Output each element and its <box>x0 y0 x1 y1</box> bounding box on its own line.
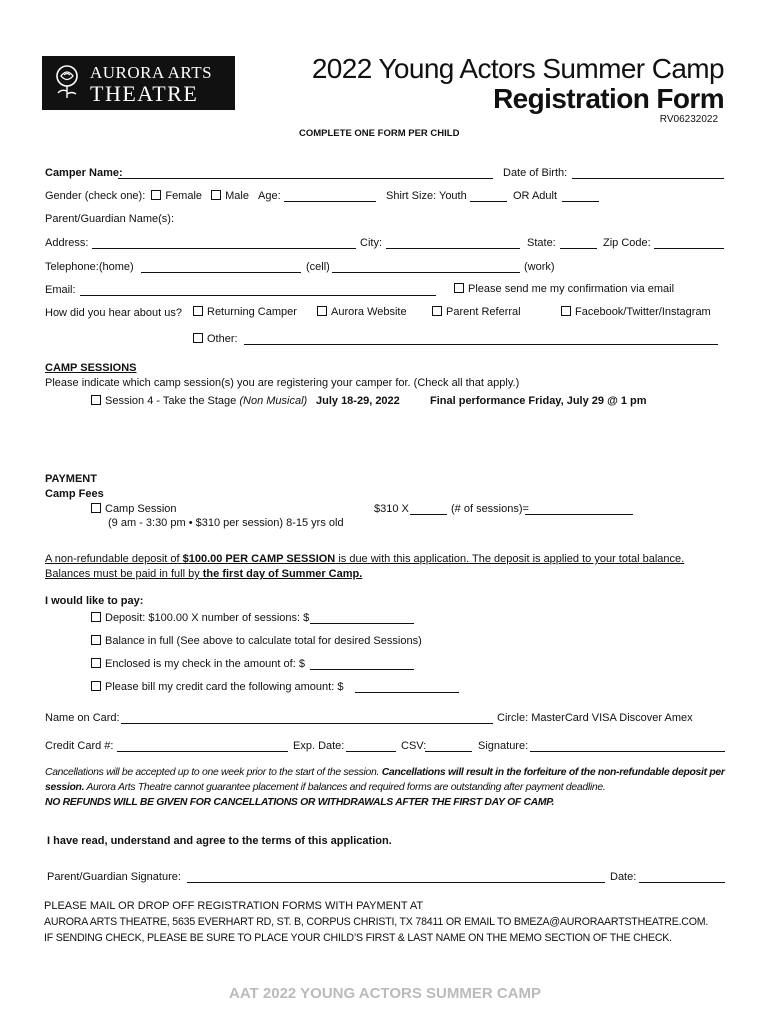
name-on-card-label: Name on Card: <box>45 712 120 724</box>
tel-work-label: (work) <box>524 261 555 273</box>
logo-line-1: AURORA ARTS <box>90 63 213 82</box>
gender-row <box>45 190 249 202</box>
exp-date-field[interactable] <box>346 751 396 752</box>
hear-option-referral <box>432 306 521 318</box>
credit-amount-field[interactable] <box>355 692 459 693</box>
session-4-performance: Final performance Friday, July 29 @ 1 pm <box>430 395 647 407</box>
pay-option-credit <box>91 681 343 693</box>
camp-session-price: $310 X <box>374 503 409 515</box>
like-to-pay-heading: I would like to pay: <box>45 595 144 607</box>
hear-option-social <box>561 306 711 318</box>
balance-notice <box>45 568 362 580</box>
session-4-dates: July 18-29, 2022 <box>316 395 400 407</box>
hear-option-other <box>193 333 238 345</box>
camp-fees-heading: Camp Fees <box>45 488 104 500</box>
state-field[interactable] <box>560 248 597 249</box>
session-4-note: (Non Musical) <box>239 395 308 407</box>
cancel-text-b: Cancellations will result in the forfeiture of the non-refundable deposit per session. <box>45 767 725 793</box>
deposit-notice <box>45 553 684 565</box>
camper-name-label: Camper Name: <box>45 167 123 179</box>
camper-name-field[interactable] <box>118 178 493 179</box>
rose-icon <box>52 64 82 100</box>
credit-checkbox[interactable] <box>91 681 101 691</box>
email-confirm-label: Please send me my confirmation via email <box>468 283 675 295</box>
youth-size-field[interactable] <box>470 201 507 202</box>
aurora-website-label: Aurora Website <box>331 306 407 318</box>
check-checkbox[interactable] <box>91 658 101 668</box>
aurora-arts-logo <box>42 56 235 110</box>
hear-about-label: How did you hear about us? <box>45 307 182 319</box>
balance-notice-b: the first day of Summer Camp. <box>202 568 363 580</box>
name-on-card-field[interactable] <box>121 723 493 724</box>
balance-notice-a: Balances must be paid in full by <box>45 568 203 580</box>
city-label: City: <box>360 237 382 249</box>
session-4-name: Session 4 - Take the Stage <box>105 395 237 407</box>
deposit-label: Deposit: $100.00 X number of sessions: $ <box>105 612 310 624</box>
check-amount-field[interactable] <box>310 669 414 670</box>
address-label: Address: <box>45 237 89 249</box>
email-field[interactable] <box>80 295 436 296</box>
credit-card-label: Credit Card #: <box>45 740 114 752</box>
deposit-amount-field[interactable] <box>310 623 414 624</box>
mail-line-2: AURORA ARTS THEATRE, 5635 EVERHART RD, ST. B, CORPUS CHRISTI, TX 78411 OR EMAIL TO BMEZA@AURORAARTSTHEATRE.COM. <box>44 916 709 928</box>
male-label: Male <box>225 190 249 202</box>
credit-card-field[interactable] <box>117 751 288 752</box>
sessions-equals-label: (# of sessions)= <box>451 503 529 515</box>
email-label: Email: <box>45 284 76 296</box>
cancel-text-a: Cancellations will be accepted up to one week prior to the start of the session. <box>45 767 382 778</box>
cancellation-policy <box>45 765 735 810</box>
pay-option-check <box>91 658 305 670</box>
zip-label: Zip Code: <box>603 237 651 249</box>
form-title: 2022 Young Actors Summer Camp <box>311 53 724 84</box>
footer-text: AAT 2022 YOUNG ACTORS SUMMER CAMP <box>229 985 541 1002</box>
mail-line-1: PLEASE MAIL OR DROP OFF REGISTRATION FORMS WITH PAYMENT AT <box>44 900 424 912</box>
no-refunds-text: NO REFUNDS WILL BE GIVEN FOR CANCELLATIONS OR WITHDRAWALS AFTER THE FIRST DAY OF CAMP. <box>45 797 555 808</box>
payment-heading: PAYMENT <box>45 473 97 485</box>
parent-signature-field[interactable] <box>187 882 605 883</box>
revision-code: RV06232022 <box>659 114 718 125</box>
session-4-checkbox[interactable] <box>91 395 101 405</box>
hear-option-website <box>317 306 407 318</box>
parent-signature-label: Parent/Guardian Signature: <box>47 871 181 883</box>
agree-terms-text: I have read, understand and agree to the terms of this application. <box>47 835 392 847</box>
camp-session-row <box>91 503 177 515</box>
card-signature-label: Signature: <box>478 740 529 752</box>
signature-date-label: Date: <box>610 871 637 883</box>
card-type-options[interactable]: Circle: MasterCard VISA Discover Amex <box>497 712 693 724</box>
adult-size-label: OR Adult <box>513 190 558 202</box>
email-confirm-row <box>454 283 674 295</box>
gender-label: Gender (check one): <box>45 190 146 202</box>
camp-session-label: Camp Session <box>105 503 177 515</box>
other-field[interactable] <box>244 344 718 345</box>
camp-session-details: (9 am - 3:30 pm • $310 per session) 8-15 yrs old <box>108 517 344 529</box>
deposit-checkbox[interactable] <box>91 612 101 622</box>
other-label: Other: <box>207 333 238 345</box>
deposit-notice-b: $100.00 PER CAMP SESSION <box>182 553 336 565</box>
camp-sessions-instruction: Please indicate which camp session(s) you are registering your camper for. (Check all that apply.) <box>45 377 520 389</box>
social-media-label: Facebook/Twitter/Instagram <box>575 306 711 318</box>
csv-field[interactable] <box>425 751 472 752</box>
dob-label: Date of Birth: <box>503 167 568 179</box>
deposit-notice-a: A non-refundable deposit of <box>45 553 183 565</box>
adult-size-field[interactable] <box>562 201 599 202</box>
tel-home-label: Telephone:(home) <box>45 261 134 273</box>
session-total-field[interactable] <box>525 514 633 515</box>
pay-option-balance <box>91 635 422 647</box>
dob-field[interactable] <box>572 178 724 179</box>
check-label: Enclosed is my check in the amount of: $ <box>105 658 305 670</box>
female-label: Female <box>165 190 203 202</box>
returning-camper-checkbox[interactable] <box>193 306 203 316</box>
age-label: Age: <box>258 190 281 202</box>
balance-label: Balance in full (See above to calculate total for desired Sessions) <box>105 635 422 647</box>
parent-name-label: Parent/Guardian Name(s): <box>45 213 174 225</box>
cancel-text-c: Aurora Arts Theatre cannot guarantee placement if balances and required forms are outstanding after payment deadline. <box>84 782 606 793</box>
form-subtitle: Registration Form <box>493 83 724 114</box>
tel-cell-label: (cell) <box>306 261 330 273</box>
city-field[interactable] <box>386 248 520 249</box>
session-4-row <box>91 395 307 407</box>
tel-cell-field[interactable] <box>332 272 520 273</box>
zip-field[interactable] <box>654 248 724 249</box>
balance-checkbox[interactable] <box>91 635 101 645</box>
address-field[interactable] <box>92 248 356 249</box>
returning-camper-label: Returning Camper <box>207 306 297 318</box>
female-checkbox[interactable] <box>151 190 161 200</box>
parent-referral-checkbox[interactable] <box>432 306 442 316</box>
tel-home-field[interactable] <box>141 272 301 273</box>
card-signature-field[interactable] <box>530 751 725 752</box>
other-checkbox[interactable] <box>193 333 203 343</box>
mail-line-3: IF SENDING CHECK, PLEASE BE SURE TO PLACE YOUR CHILD’S FIRST & LAST NAME ON THE MEMO SECTION OF THE CHECK. <box>44 932 672 944</box>
deposit-notice-c: is due with this application. The deposit is applied to your total balance. <box>335 553 685 565</box>
shirt-size-label: Shirt Size: Youth <box>386 190 467 202</box>
male-checkbox[interactable] <box>211 190 221 200</box>
age-field[interactable] <box>284 201 376 202</box>
camp-sessions-heading: CAMP SESSIONS <box>45 362 137 374</box>
state-label: State: <box>527 237 556 249</box>
parent-referral-label: Parent Referral <box>446 306 521 318</box>
session-count-field[interactable] <box>410 514 447 515</box>
camp-session-checkbox[interactable] <box>91 503 101 513</box>
aurora-website-checkbox[interactable] <box>317 306 327 316</box>
signature-date-field[interactable] <box>639 882 725 883</box>
form-instruction: COMPLETE ONE FORM PER CHILD <box>299 128 460 139</box>
social-media-checkbox[interactable] <box>561 306 571 316</box>
email-confirm-checkbox[interactable] <box>454 283 464 293</box>
exp-date-label: Exp. Date: <box>293 740 345 752</box>
credit-label: Please bill my credit card the following amount: $ <box>105 681 344 693</box>
logo-line-2: THEATRE <box>90 81 199 106</box>
hear-option-returning <box>193 306 297 318</box>
csv-label: CSV: <box>401 740 427 752</box>
pay-option-deposit <box>91 612 309 624</box>
